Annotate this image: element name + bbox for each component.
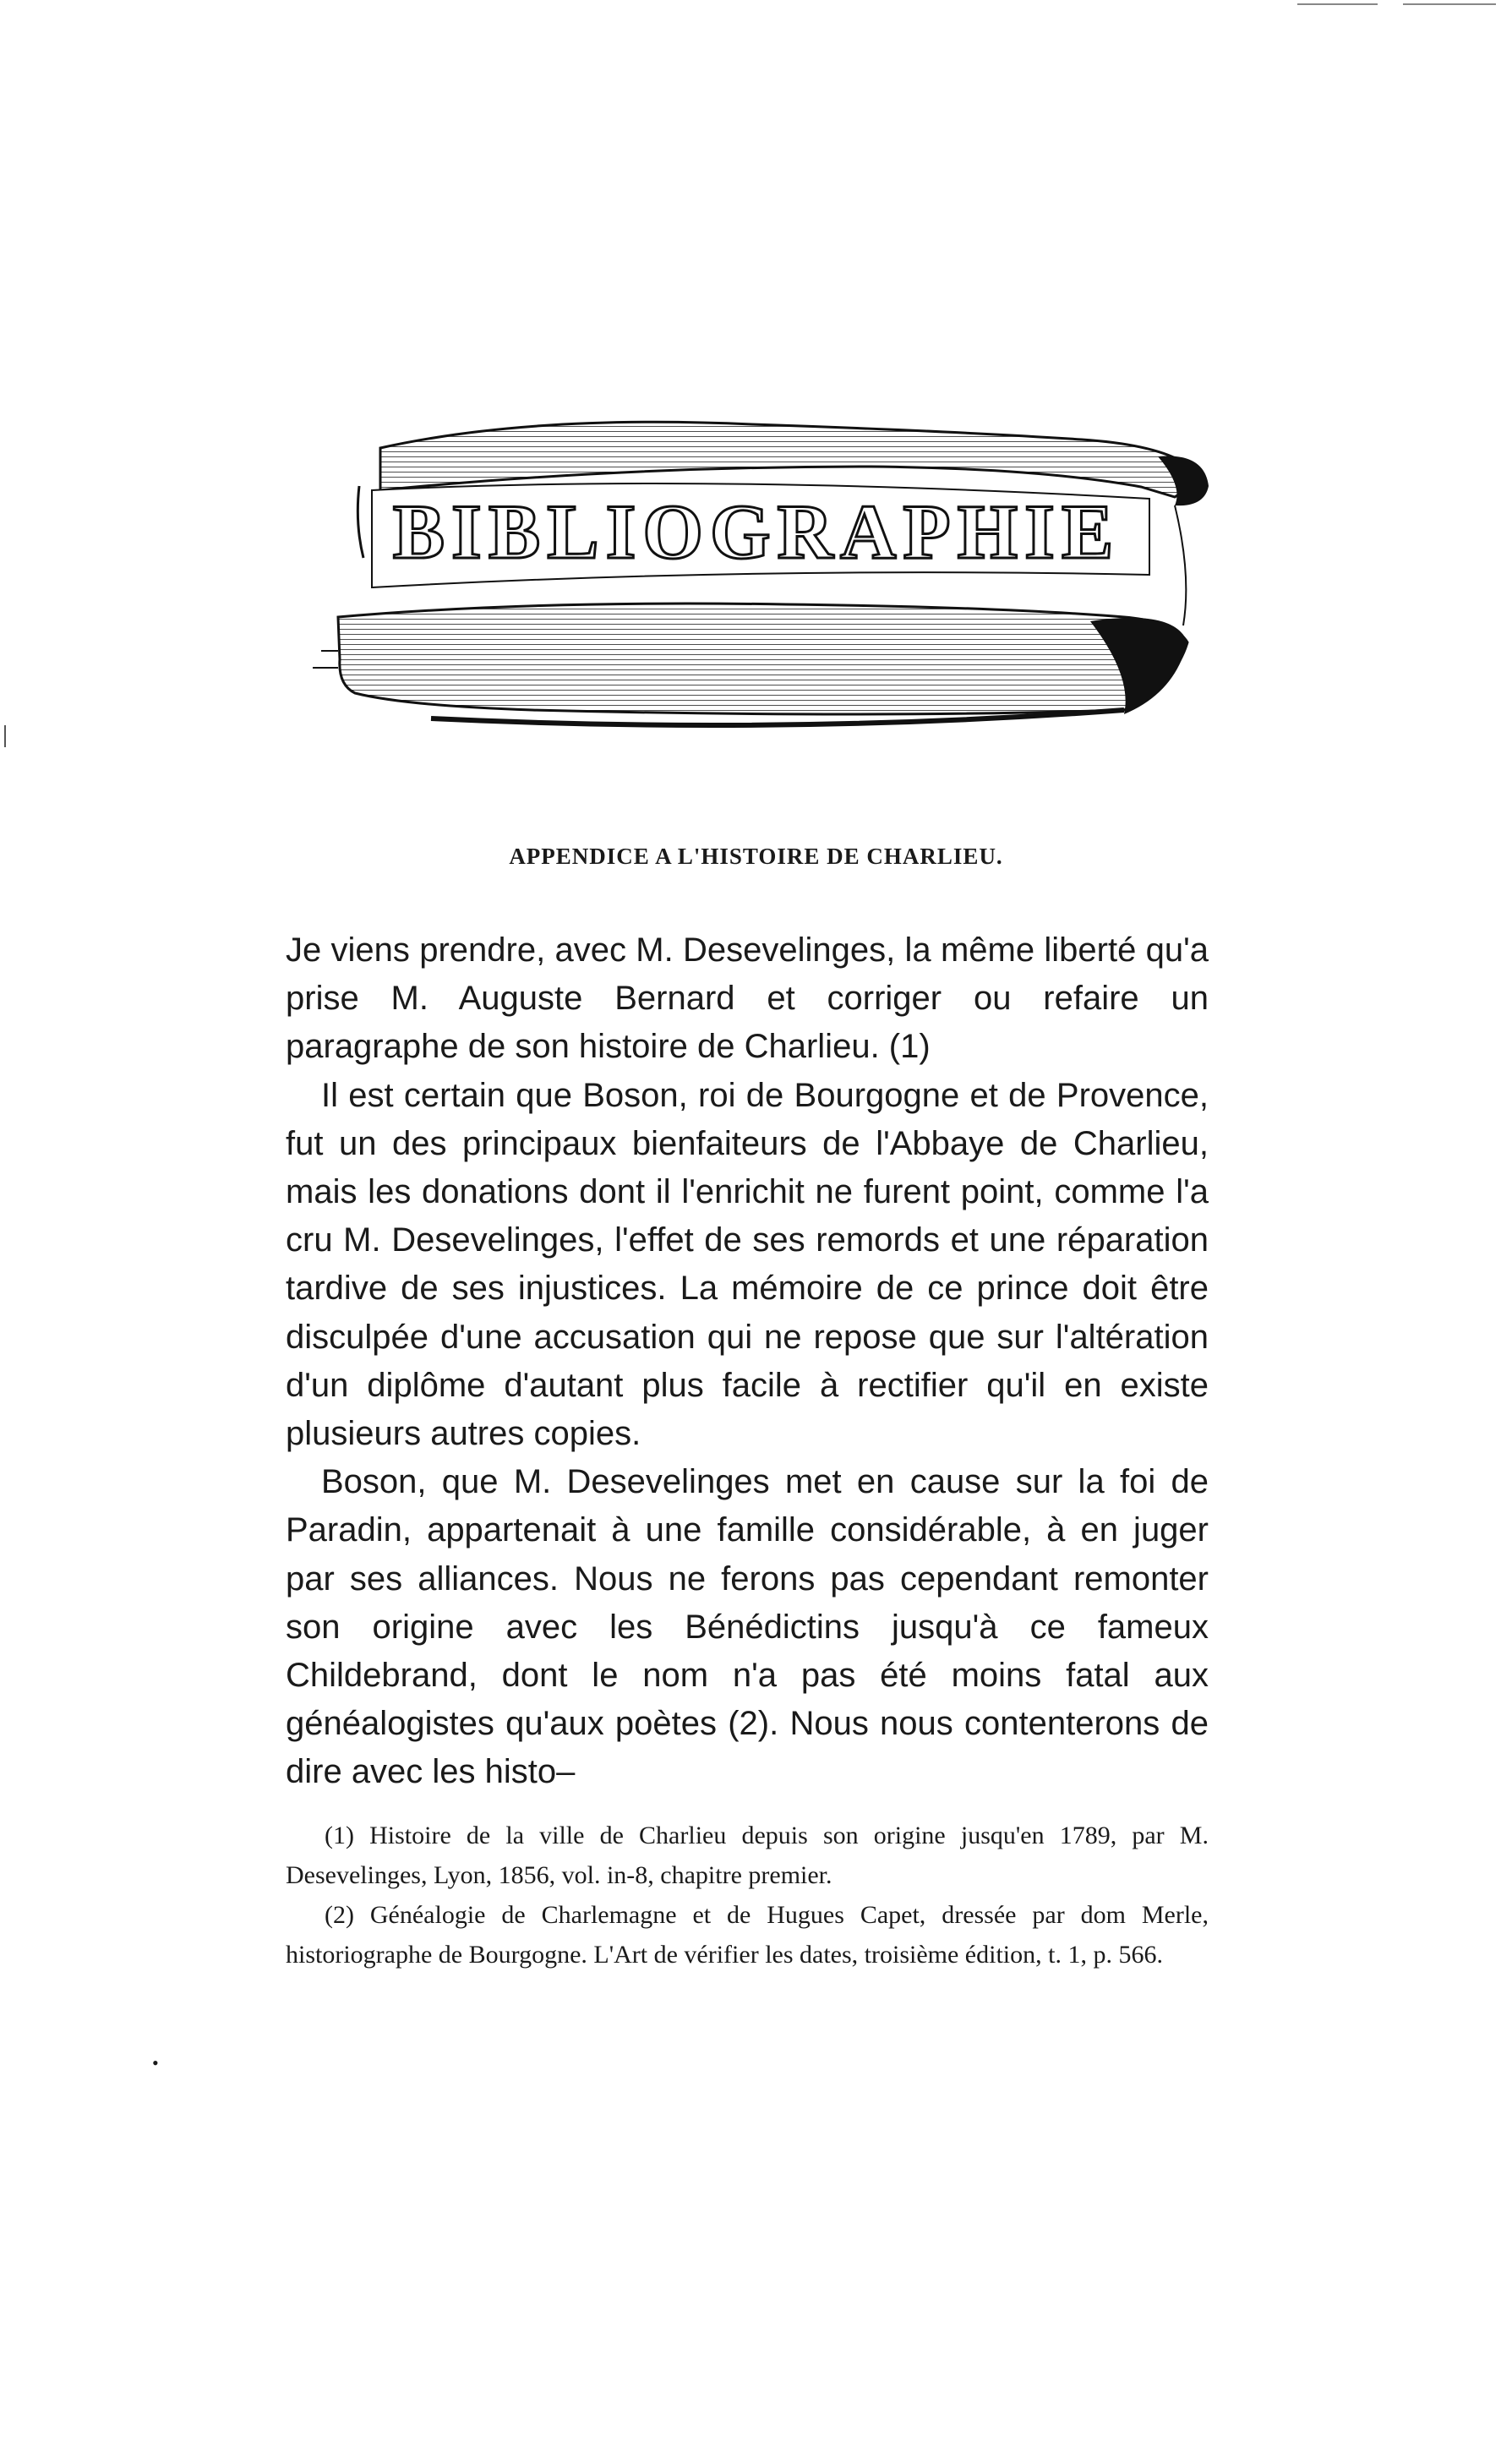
- stray-print-mark: •: [152, 2052, 159, 2073]
- paragraph: Il est certain que Boson, roi de Bourgogne et de Provence, fut un des principaux bienfaiteurs de l'Abbaye de Charlieu, mais les donations dont il l'enrichit ne furent point, comme l'a cru M. Desevelinges, l'effet de ses remords et une réparation tardive de ses injustices. La mémoire de ce prince doit être disculpée d'une accusation qui ne repose que sur l'altération d'un diplôme d'autant plus facile à rectifier qu'il en existe plusieurs autres copies.: [286, 1076, 1209, 1453]
- main-body-text: [286, 926, 1209, 1797]
- footnotes: [286, 1816, 1209, 1975]
- paragraph: Boson, que M. Desevelinges met en cause sur la foi de Paradin, appartenait à une famille considérable, à en juger par ses alliances. Nous ne ferons pas cependant remonter son origine avec les Bénédictins jusqu'à ce fameux Childebrand, dont le nom n'a pas été moins fatal aux généalogistes qu'aux poètes (2). Nous nous contenterons de dire avec les histo–: [286, 1463, 1209, 1791]
- running-title: APPENDICE A L'HISTOIRE DE CHARLIEU.: [509, 844, 1003, 869]
- bibliography-scroll-banner: [279, 406, 1209, 744]
- edge-mark: [4, 725, 6, 747]
- paragraph: Je viens prendre, avec M. Desevelinges, la même liberté qu'a prise M. Auguste Bernard et corriger ou refaire un paragraphe de son histoire de Charlieu. (1): [286, 931, 1209, 1066]
- top-edge-rule: [1297, 3, 1378, 5]
- banner-heading: BIBLIOGRAPHIE: [392, 489, 1121, 575]
- top-edge-rule: [1403, 3, 1496, 5]
- scroll-illustration: [279, 406, 1209, 744]
- footnote: (2) Généalogie de Charlemagne et de Hugues Capet, dressée par dom Merle, historiographe de Bourgogne. L'Art de vérifier les dates, troisième édition, t. 1, p. 566.: [286, 1901, 1209, 1969]
- footnote: (1) Histoire de la ville de Charlieu depuis son origine jusqu'en 1789, par M. Desevelinges, Lyon, 1856, vol. in-8, chapitre premier.: [286, 1822, 1209, 1889]
